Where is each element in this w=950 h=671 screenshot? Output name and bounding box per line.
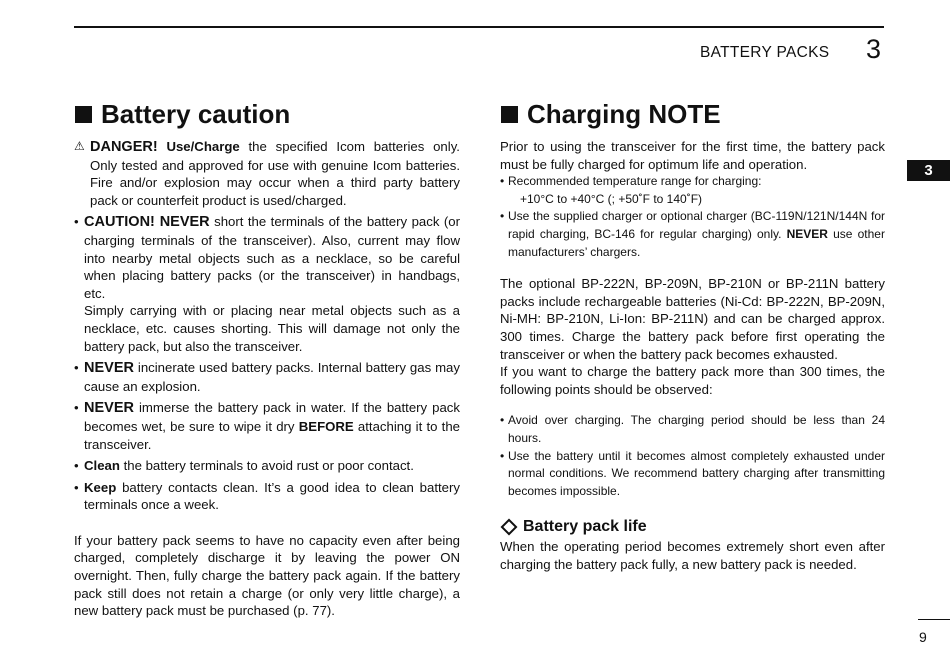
danger-text: the specified Icom batteries only. Only tested and approved for use with genuine Icom batteries. Fire and/or explosion may occur when a third party battery pack or counterfeit product is used/charged. xyxy=(90,139,460,208)
caution-label: CAUTION! NEVER xyxy=(84,214,210,231)
never-label: NEVER xyxy=(84,360,134,377)
never-incinerate-text: incinerate used battery packs. Internal battery gas may cause an explosion. xyxy=(84,360,460,394)
never-incinerate-item xyxy=(74,359,460,395)
clean-label: Clean xyxy=(84,458,120,474)
diamond-icon xyxy=(501,519,518,536)
before-label: BEFORE xyxy=(298,418,354,434)
clean-text: the battery terminals to avoid rust or poor contact. xyxy=(123,458,414,474)
charger-never-label: NEVER xyxy=(786,226,828,241)
caution-item xyxy=(74,213,460,355)
over-300-paragraph: If you want to charge the battery pack more than 300 times, the following points should be observed: xyxy=(500,364,885,397)
charging-intro: Prior to using the transceiver for the first time, the battery pack must be fully charged for optimum life and operation. xyxy=(500,139,885,172)
section-title: BATTERY PACKS xyxy=(700,44,830,61)
discharge-paragraph: If your battery pack seems to have no capacity even after being charged, completely discharge it by leaving the power ON overnight. Then, fully charge the battery pack again. If the battery pack still does not retain a charge (or only very little charge), a new battery pack must be purchased (p. 77). xyxy=(74,532,460,619)
bullet-icon: • xyxy=(500,174,505,189)
page-number-rule xyxy=(918,619,950,620)
danger-label: DANGER! xyxy=(90,139,158,155)
chapter-side-tab: 3 xyxy=(907,160,950,181)
charging-note-column xyxy=(500,98,885,573)
battery-caution-heading: Battery caution xyxy=(74,98,460,130)
chapter-number: 3 xyxy=(866,34,882,64)
warning-triangle-icon: ⚠ xyxy=(74,139,85,153)
never-immerse-item xyxy=(74,399,460,453)
bullet-icon: • xyxy=(74,214,79,230)
bullet-icon: • xyxy=(74,400,79,416)
clean-item xyxy=(74,457,460,475)
bullet-icon: • xyxy=(74,360,79,376)
caution-text-2: Simply carrying with or placing near metal objects such as a necklace, etc. causes shorting. This will damage not only the battery pack, but also the transceiver. xyxy=(84,303,460,354)
top-rule xyxy=(74,26,884,28)
battery-life-heading: Battery pack life xyxy=(500,516,885,538)
black-square-icon xyxy=(75,106,92,123)
use-charge-label: Use/Charge xyxy=(166,139,240,154)
charger-text: Use the supplied charger or optional charger (BC-119N/121N/144N for rapid charging, BC-146 for regular charging) only. xyxy=(508,209,885,241)
temperature-value: +10°C to +40°C (; +50˚F to 140˚F) xyxy=(520,191,703,206)
black-square-icon xyxy=(501,106,518,123)
battery-life-text: When the operating period becomes extremely short even after charging the battery pack fully, a new battery pack is needed. xyxy=(500,539,885,572)
charger-item xyxy=(500,208,885,261)
bullet-icon: • xyxy=(500,209,505,224)
bullet-icon: • xyxy=(500,413,505,428)
bullet-icon: • xyxy=(74,458,79,474)
bullet-icon: • xyxy=(500,448,505,463)
keep-text: battery contacts clean. It’s a good idea to clean battery terminals once a week. xyxy=(84,479,460,513)
charging-note-heading: Charging NOTE xyxy=(500,98,885,130)
bullet-icon: • xyxy=(74,479,79,495)
keep-item xyxy=(74,479,460,514)
caution-text: short the terminals of the battery pack (or charging terminals of the transceiver). Also, current may flow into nearby metal objects such as a necklace, so be careful when placing battery packs (or the transceiver) in handbags, etc. xyxy=(84,214,460,301)
charging-point-item: • Avoid over charging. The charging period should be less than 24 hours. xyxy=(500,412,885,447)
charger-text-2: use other manufacturers’ chargers. xyxy=(508,226,885,259)
charging-point-item: • Use the battery until it becomes almost completely exhausted under normal conditions. We recommend battery charging after transmitting becomes impossible. xyxy=(500,448,885,501)
battery-caution-column xyxy=(74,98,460,620)
temperature-label: Recommended temperature range for charging: xyxy=(508,174,762,189)
optional-packs-paragraph: The optional BP-222N, BP-209N, BP-210N or BP-211N battery packs include rechargeable batteries (Ni-Cd: BP-222N, BP-209N, Ni-MH: BP-210N, Li-Ion: BP-211N) and can be charged approx. 300 times. Charge the battery pack before first operating the transceiver or when the battery pack becomes exhausted. xyxy=(500,276,885,362)
danger-item xyxy=(74,138,460,209)
keep-label: Keep xyxy=(84,479,117,495)
never-label: NEVER xyxy=(84,400,134,417)
never-immerse-text-2: attaching it to the transceiver. xyxy=(84,418,460,452)
never-immerse-text: immerse the battery pack in water. If the battery pack becomes wet, be sure to wipe it dry xyxy=(84,400,460,434)
page-number: 9 xyxy=(919,629,927,645)
temperature-item xyxy=(500,173,885,191)
